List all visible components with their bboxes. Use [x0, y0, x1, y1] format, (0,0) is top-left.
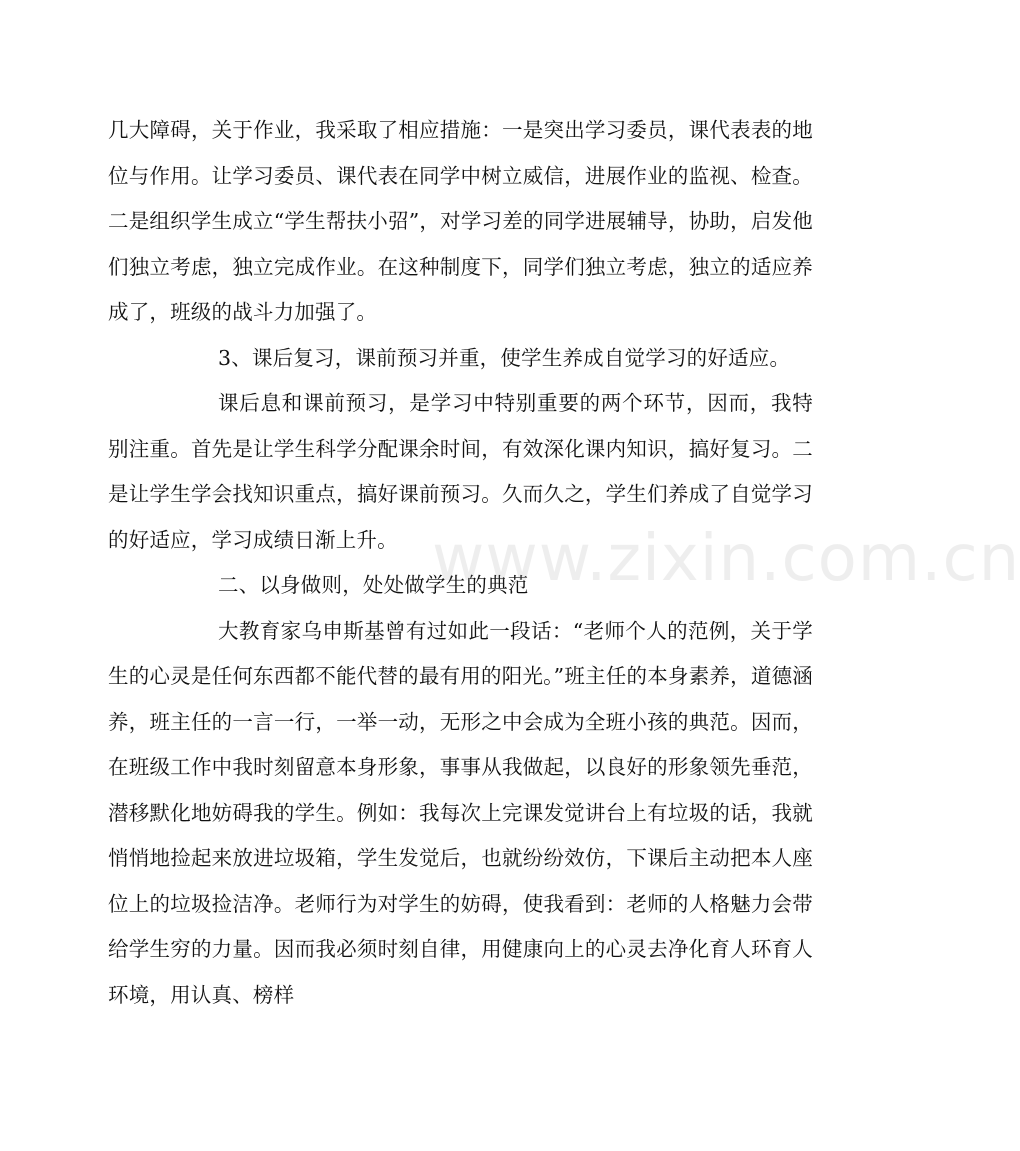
paragraph-teacher-role-model: 大教育家乌申斯基曾有过如此一段话：“老师个人的范例，关于学生的心灵是任何东西都不能代替的最有用的阳光。”班主任的本身素养，道德涵养，班主任的一言一行，一举一动，无形之中会成为全班小孩的典范。因而，在班级工作中我时刻留意本身形象，事事从我做起，以良好的形象领先垂范，潜移默化地妨碍我的学生。例如：我每次上完课发觉讲台上有垃圾的话，我就悄悄地捡起来放进垃圾箱，学生发觉后，也就纷纷效仿，下课后主动把本人座位上的垃圾捡洁净。老师行为对学生的妨碍，使我看到：老师的人格魅力会带给学生穷的力量。因而我必须时刻自律，用健康向上的心灵去净化育人环育人环境，用认真、榜样: [108, 618, 813, 1007]
section-heading-lead-by-example: 二、以身做则，处处做学生的典范: [218, 573, 529, 597]
paragraph-homework-measures: 几大障碍，关于作业，我采取了相应措施：一是突出学习委员，课代表表的地位与作用。让学习委员、课代表在同学中树立威信，进展作业的监视、检查。二是组织学生成立“学生帮扶小弨”，对学习差的同学进展辅导，协助，启发他们独立考虑，独立完成作业。在这种制度下，同学们独立考虑，独立的适应养成了，班级的战斗力加强了。: [108, 118, 813, 324]
paragraph-review-preview-body: 课后息和课前预习，是学习中特别重要的两个环节，因而，我特别注重。首先是让学生科学分配课余时间，有效深化课内知识，搞好复习。二是让学生学会找知识重点，搞好课前预习。久而久之，学生们养成了自觉学习的好适应，学习成绩日渐上升。: [108, 391, 813, 552]
paragraph-review-preview-heading: 3、课后复习，课前预习并重，使学生养成自觉学习的好适应。: [218, 345, 791, 370]
watermark-text: www.zixin.com.cn: [432, 522, 1020, 596]
document-body: [108, 108, 813, 1018]
